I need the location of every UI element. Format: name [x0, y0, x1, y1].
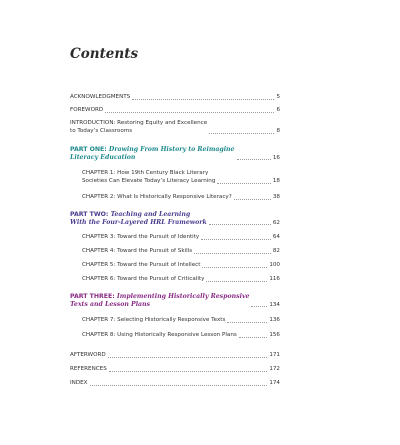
part-title-line1: Drawing From History to Reimagine [108, 146, 235, 153]
toc-part-two[interactable] [70, 211, 280, 227]
page-number: 6 [276, 107, 280, 113]
entry-label-line1: INTRODUCTION: Restoring Equity and Excellence [70, 120, 208, 126]
dot-leader [251, 306, 267, 307]
toc-entry-foreword[interactable] [70, 107, 280, 115]
part-title-line1: Teaching and Learning [110, 211, 191, 218]
entry-label: CHAPTER 8: Using Historically Responsive Lesson Plans [82, 332, 237, 338]
part-title-line1: Implementing Historically Responsive [116, 293, 250, 300]
entry-label [82, 170, 215, 185]
page-number: 38 [272, 194, 280, 200]
entry-label-line2: to Today’s Classrooms [70, 127, 133, 134]
dot-leader [108, 357, 268, 358]
page-number: 134 [269, 302, 280, 308]
page-number: 5 [276, 94, 280, 100]
entry-label: CHAPTER 5: Toward the Pursuit of Intellect [82, 262, 201, 268]
page-number: 64 [272, 234, 280, 240]
page-number: 136 [269, 317, 280, 323]
part-prefix: PART ONE: [70, 146, 109, 153]
toc-entry-references[interactable] [70, 366, 280, 374]
page-number: 16 [272, 155, 280, 161]
page-number: 82 [272, 248, 280, 254]
page-number: 116 [269, 276, 280, 282]
page-title: Contents [70, 46, 139, 62]
toc-entry-chapter-5[interactable] [82, 262, 280, 270]
part-heading [70, 211, 207, 227]
entry-label: CHAPTER 3: Toward the Pursuit of Identity [82, 234, 200, 240]
dot-leader [237, 159, 271, 160]
part-title-line2: Literacy Education [70, 154, 136, 161]
toc-entry-acknowledgments[interactable] [70, 94, 280, 102]
part-heading [70, 146, 235, 162]
page-number: 8 [276, 127, 280, 134]
entry-label: CHAPTER 7: Selecting Historically Responsive Texts [82, 317, 226, 323]
toc-entry-chapter-4[interactable] [82, 248, 280, 256]
entry-label: REFERENCES [70, 366, 107, 372]
entry-label [70, 120, 207, 135]
dot-leader [132, 99, 274, 100]
dot-leader [105, 112, 274, 113]
dot-leader [239, 337, 268, 338]
entry-label-line1: CHAPTER 1: How 19th Century Black Literary [82, 170, 209, 176]
entry-label: AFTERWORD [70, 352, 106, 358]
toc-entry-introduction[interactable] [70, 120, 280, 135]
entry-label: CHAPTER 4: Toward the Pursuit of Skills [82, 248, 193, 254]
toc-entry-afterword[interactable] [70, 352, 280, 360]
toc-entry-index[interactable] [70, 380, 280, 388]
entry-label: CHAPTER 2: What Is Historically Responsive Literacy? [82, 194, 232, 200]
entry-label: INDEX [70, 380, 88, 386]
toc-part-three[interactable] [70, 293, 280, 309]
dot-leader [209, 133, 274, 134]
part-title-line2: Texts and Lesson Plans [70, 301, 151, 308]
dot-leader [109, 371, 268, 372]
page-number: 100 [269, 262, 280, 268]
dot-leader [90, 385, 268, 386]
toc-entry-chapter-6[interactable] [82, 276, 280, 284]
toc-part-one[interactable] [70, 146, 280, 162]
page-number: 156 [269, 332, 280, 338]
entry-label: FOREWORD [70, 107, 104, 113]
toc-entry-chapter-8[interactable] [82, 332, 280, 340]
entry-label: CHAPTER 6: Toward the Pursuit of Criticality [82, 276, 205, 282]
dot-leader [217, 183, 270, 184]
dot-leader [234, 199, 271, 200]
dot-leader [206, 281, 267, 282]
page-number: 174 [269, 380, 280, 386]
toc-entry-chapter-7[interactable] [82, 317, 280, 325]
toc-entry-chapter-2[interactable] [82, 194, 280, 202]
part-prefix: PART THREE: [70, 293, 117, 300]
dot-leader [227, 322, 267, 323]
dot-leader [202, 267, 267, 268]
part-title-line2: With the Four-Layered HRL Framework [70, 219, 207, 226]
toc-entry-chapter-1[interactable] [82, 170, 280, 185]
dot-leader [194, 253, 271, 254]
page-number: 18 [272, 177, 280, 184]
page-number: 171 [269, 352, 280, 358]
dot-leader [201, 239, 271, 240]
part-heading [70, 293, 249, 309]
entry-label: ACKNOWLEDGMENTS [70, 94, 131, 100]
toc-entry-chapter-3[interactable] [82, 234, 280, 242]
entry-label-line2: Societies Can Elevate Today’s Literacy Learning [82, 177, 216, 184]
page-number: 62 [272, 220, 280, 226]
dot-leader [209, 224, 271, 225]
part-prefix: PART TWO: [70, 211, 111, 218]
page-number: 172 [269, 366, 280, 372]
